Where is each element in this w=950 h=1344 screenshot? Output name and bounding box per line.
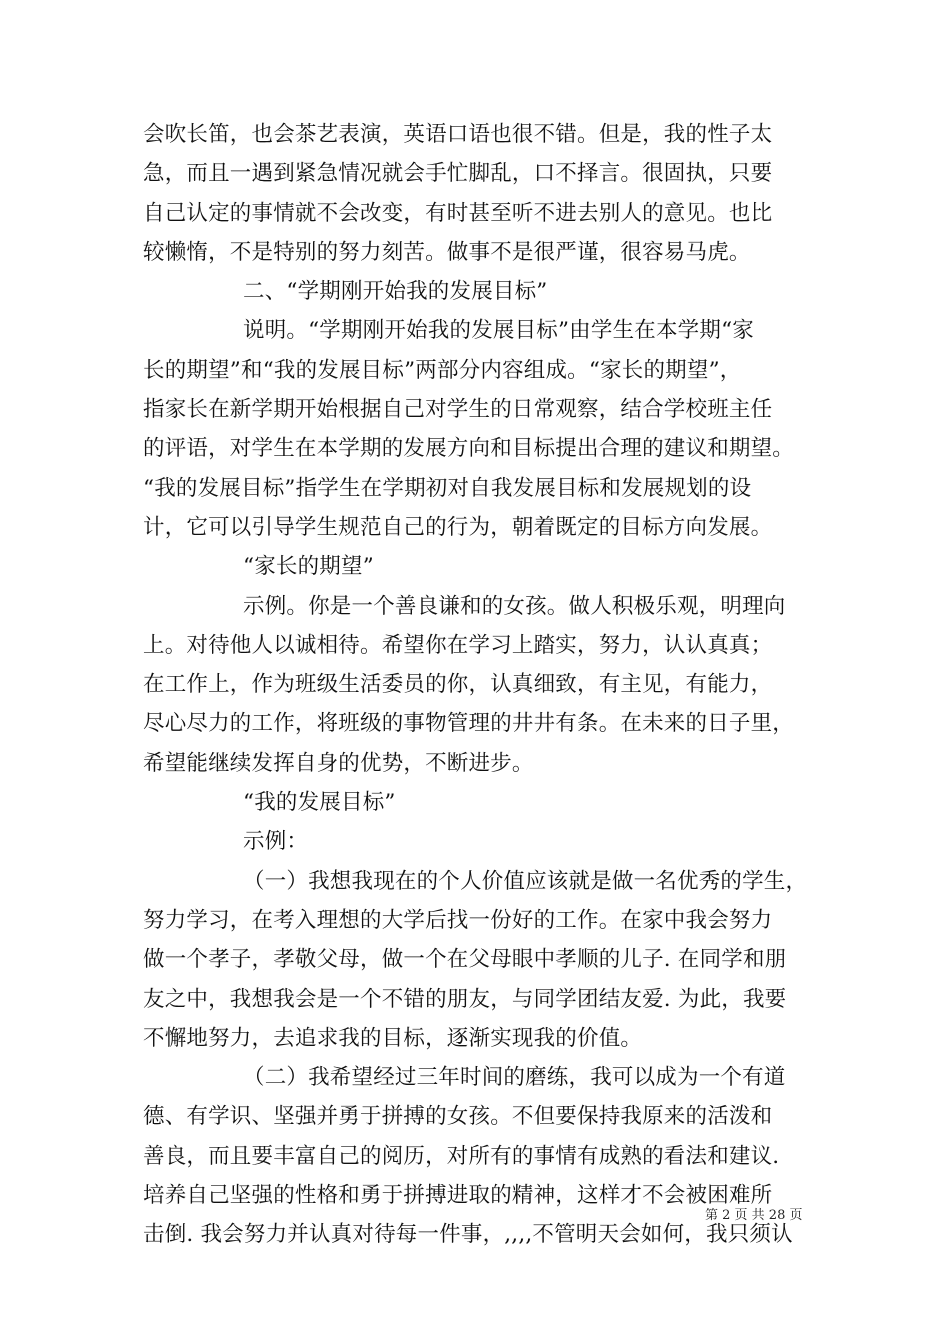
text-line: 说明。“学期刚开始我的发展目标”由学生在本学期“家 — [243, 318, 754, 344]
subheading: “我的发展目标” — [243, 790, 396, 816]
text-line: 长的期望”和“我的发展目标”两部分内容组成。“家长的期望”， — [143, 357, 742, 383]
text-line: 善良，而且要丰富自己的阅历，对所有的事情有成熟的看法和建议. — [143, 1143, 780, 1169]
text-line: 计，它可以引导学生规范自己的行为，朝着既定的目标方向发展。 — [143, 514, 773, 540]
text-line: 德、有学识、坚强并勇于拼搏的女孩。不但要保持我原来的活泼和 — [143, 1104, 773, 1130]
text-line: “我的发展目标”指学生在学期初对自我发展目标和发展规划的设 — [143, 475, 752, 501]
body-text — [143, 115, 813, 1255]
text-line: （二）我希望经过三年时间的磨练，我可以成为一个有道 — [243, 1065, 786, 1091]
page-number: 第 2 页 共 28 页 — [705, 1208, 803, 1223]
text-line: 示例。你是一个善良谦和的女孩。做人积极乐观，明理向 — [243, 593, 786, 619]
text-line: 上。对待他人以诚相待。希望你在学习上踏实，努力，认认真真； — [143, 632, 773, 658]
text-line: （一）我想我现在的个人价值应该就是做一名优秀的学生， — [243, 868, 808, 894]
text-line: 尽心尽力的工作，将班级的事物管理的井井有条。在未来的日子里， — [143, 711, 795, 737]
text-line: 的评语，对学生在本学期的发展方向和目标提出合理的建议和期望。 — [143, 436, 795, 462]
text-line: 急，而且一遇到紧急情况就会手忙脚乱，口不择言。很固执，只要 — [143, 161, 773, 187]
text-line: 示例： — [243, 829, 309, 855]
subheading: “家长的期望” — [243, 554, 374, 580]
text-line: 较懒惰，不是特别的努力刻苦。做事不是很严谨，很容易马虎。 — [143, 239, 751, 265]
section-heading: 二、“学期刚开始我的发展目标” — [243, 279, 548, 305]
text-line: 做一个孝子，孝敬父母，做一个在父母眼中孝顺的儿子. 在同学和朋 — [143, 947, 787, 973]
text-line: 击倒. 我会努力并认真对待每一件事，,,,,不管明天会如何，我只须认 — [143, 1222, 793, 1248]
text-line: 指家长在新学期开始根据自己对学生的日常观察，结合学校班主任 — [143, 397, 773, 423]
text-line: 在工作上，作为班级生活委员的你，认真细致，有主见，有能力， — [143, 672, 773, 698]
text-line: 自己认定的事情就不会改变，有时甚至听不进去别人的意见。也比 — [143, 200, 773, 226]
text-line: 希望能继续发挥自身的优势，不断进步。 — [143, 750, 534, 776]
text-line: 培养自己坚强的性格和勇于拼搏进取的精神，这样才不会被困难所 — [143, 1183, 773, 1209]
text-line: 不懈地努力，去追求我的目标，逐渐实现我的价值。 — [143, 1025, 643, 1051]
text-line: 友之中，我想我会是一个不错的朋友，与同学团结友爱. 为此，我要 — [143, 986, 787, 1012]
text-line: 努力学习，在考入理想的大学后找一份好的工作。在家中我会努力 — [143, 907, 773, 933]
text-line: 会吹长笛，也会茶艺表演，英语口语也很不错。但是，我的性子太 — [143, 122, 773, 147]
